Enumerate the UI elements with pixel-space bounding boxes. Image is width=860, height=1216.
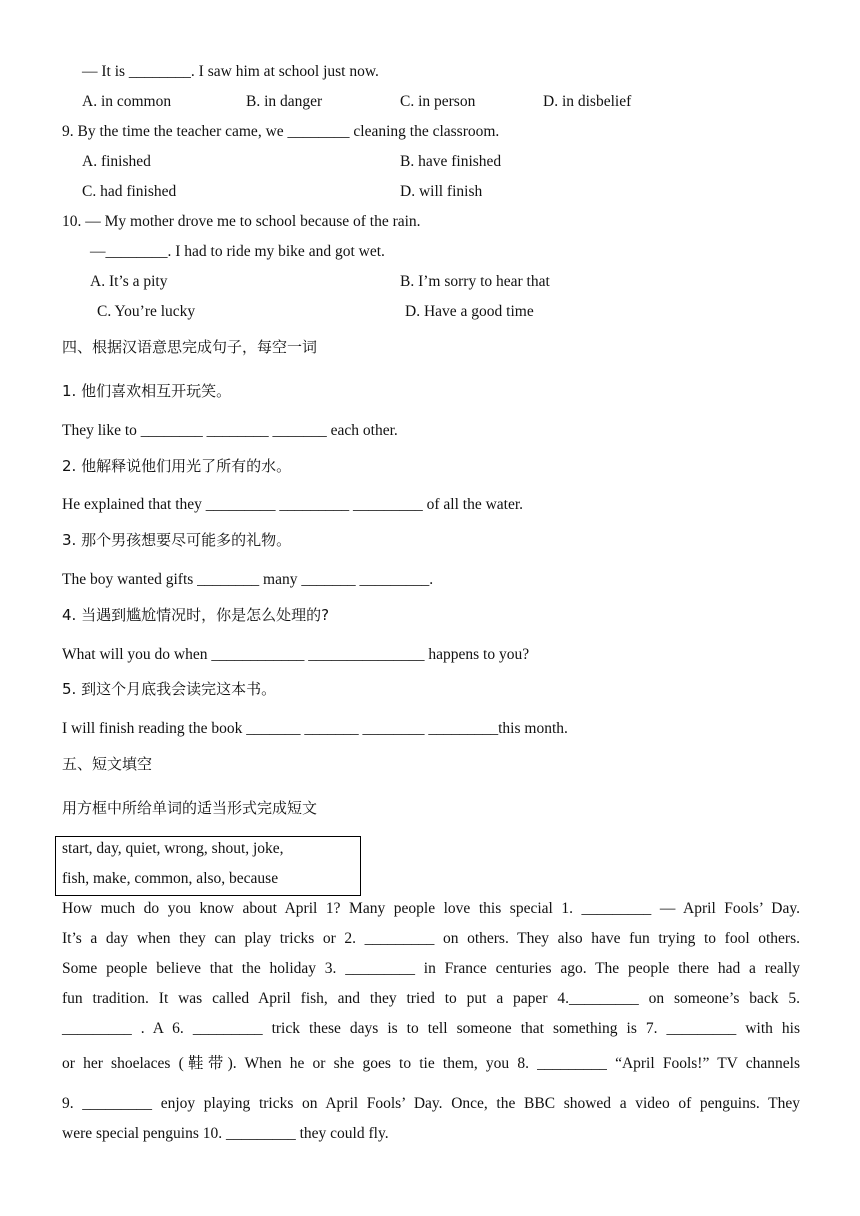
passage-line-7: 9. _________ enjoy playing tricks on April Fools’ Day. Once, the BBC showed a video of penguins. They	[62, 1095, 800, 1112]
passage-line-2: It’s a day when they can play tricks or 2. _________ on others. They also have fun trying to fool others.	[62, 930, 800, 947]
passage-line-5: _________ . A 6. _________ trick these days is to tell someone that something is 7. _________ with his	[62, 1020, 800, 1037]
s4-item-3-chinese: 3. 那个男孩想要尽可能多的礼物。	[62, 531, 292, 549]
s4-item-3-english: The boy wanted gifts ________ many _______ _________.	[62, 571, 434, 588]
s4-item-1-chinese: 1. 他们喜欢相互开玩笑。	[62, 382, 232, 400]
q8-option-b: B. in danger	[246, 93, 323, 110]
question-8-dialog: — It is ________. I saw him at school just now.	[82, 63, 379, 80]
passage-line-4: fun tradition. It was called April fish, and they tried to put a paper 4._________ on someone’s back 5.	[62, 990, 800, 1007]
s4-item-5-chinese: 5. 到这个月底我会读完这本书。	[62, 680, 277, 698]
passage-line-8: were special penguins 10. _________ they could fly.	[62, 1125, 389, 1142]
question-10-reply: —________. I had to ride my bike and got wet.	[90, 243, 385, 260]
q9-option-d: D. will finish	[400, 183, 483, 200]
q10-option-d: D. Have a good time	[405, 303, 534, 320]
q8-option-a: A. in common	[82, 93, 172, 110]
q10-option-b: B. I’m sorry to hear that	[400, 273, 550, 290]
word-box-line-1: start, day, quiet, wrong, shout, joke,	[62, 840, 284, 857]
s4-item-4-chinese: 4. 当遇到尴尬情况时，你是怎么处理的?	[62, 606, 330, 624]
q9-option-a: A. finished	[82, 153, 151, 170]
s4-item-5-english: I will finish reading the book _______ _______ ________ _________this month.	[62, 720, 568, 737]
q8-option-d: D. in disbelief	[543, 93, 632, 110]
section-4-heading: 四、根据汉语意思完成句子，每空一词	[62, 338, 318, 356]
q8-option-c: C. in person	[400, 93, 476, 110]
passage-line-1: How much do you know about April 1? Many people love this special 1. _________ — April Fools’ Day.	[62, 900, 800, 917]
q10-option-a: A. It’s a pity	[90, 273, 168, 290]
word-box-line-2: fish, make, common, also, because	[62, 870, 279, 887]
question-9-stem: 9. By the time the teacher came, we ________ cleaning the classroom.	[62, 123, 500, 140]
q9-option-b: B. have finished	[400, 153, 502, 170]
question-10-stem: 10. — My mother drove me to school because of the rain.	[62, 213, 421, 230]
s4-item-1-english: They like to ________ ________ _______ each other.	[62, 422, 398, 439]
s4-item-2-english: He explained that they _________ _________ _________ of all the water.	[62, 496, 524, 513]
q9-option-c: C. had finished	[82, 183, 177, 200]
passage-line-6: or her shoelaces (鞋带). When he or she goes to tie them, you 8. _________ “April Fools!” TV channels	[62, 1055, 800, 1072]
s4-item-4-english: What will you do when ____________ _______________ happens to you?	[62, 646, 530, 663]
section-5-heading: 五、短文填空	[62, 755, 153, 773]
q10-option-c: C. You’re lucky	[97, 303, 196, 320]
passage-line-3: Some people believe that the holiday 3. _________ in France centuries ago. The people there had a really	[62, 960, 800, 977]
section-5-instruction: 用方框中所给单词的适当形式完成短文	[62, 799, 318, 817]
s4-item-2-chinese: 2. 他解释说他们用光了所有的水。	[62, 457, 292, 475]
